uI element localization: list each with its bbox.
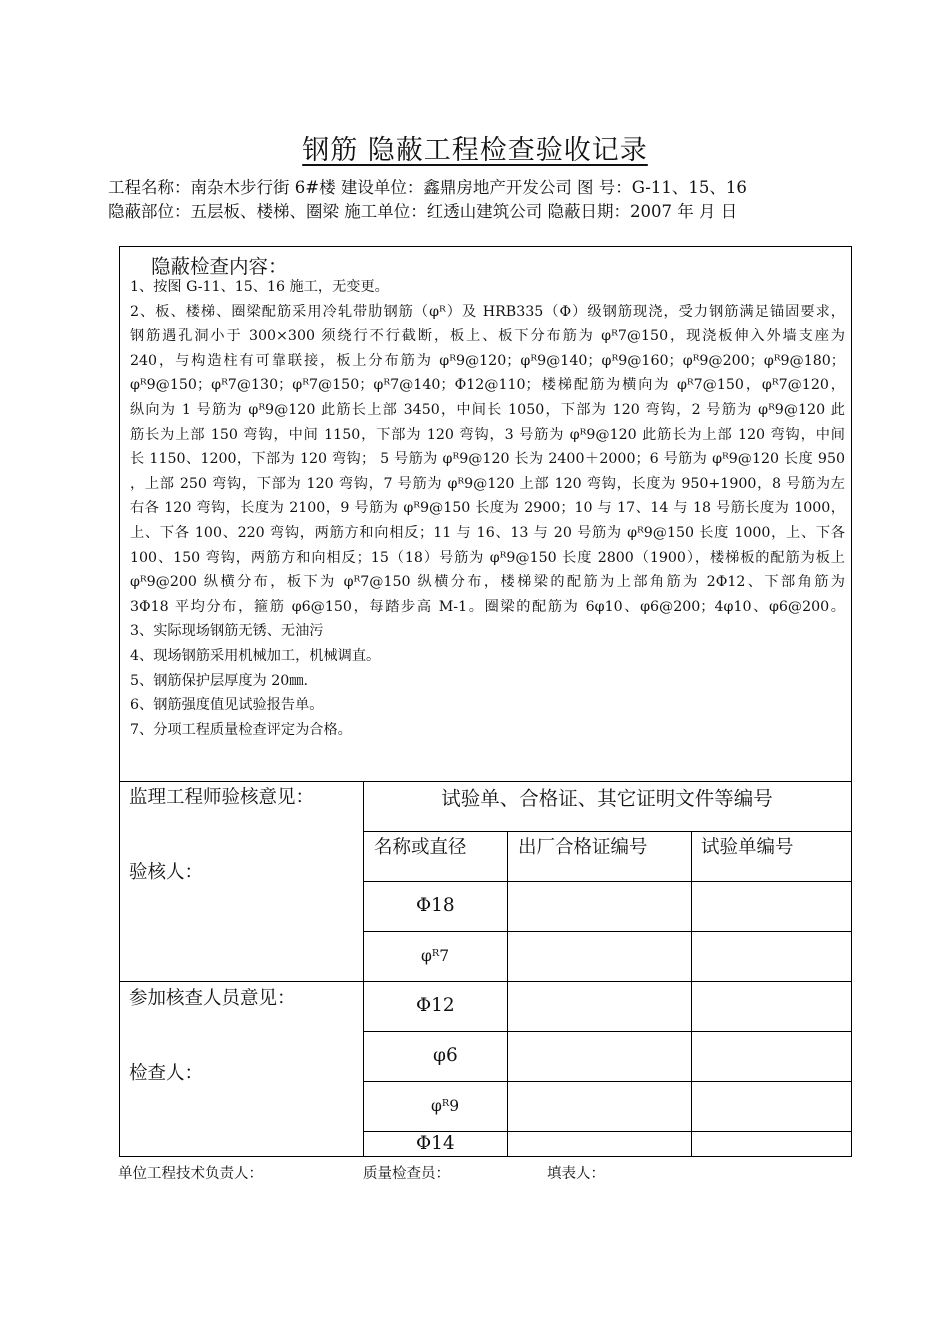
- rebar-name-cell: Φ14: [416, 1133, 455, 1154]
- content-line: 筋长为上部 150 弯钩，中间 1150，下部为 120 弯钩，3 号筋为 φᴿ9@120 此筋长为上部 120 弯钩，中间: [130, 426, 845, 443]
- column-header-cert-no: 出厂合格证编号: [518, 837, 648, 858]
- divider-line: [363, 781, 364, 1156]
- concealment-info-line: 隐蔽部位：五层板、楼梯、圈梁 施工单位：红透山建筑公司 隐蔽日期：2007 年 月 日: [108, 202, 738, 221]
- document-title: [0, 128, 950, 167]
- inspection-content-heading: 隐蔽检查内容：: [151, 255, 288, 278]
- content-line: 右各 120 弯钩，长度为 2100，9 号筋为 φᴿ9@150 长度为 2900；10 与 17、14 与 18 号筋长度为 1000，: [130, 500, 845, 517]
- divider-line: [120, 781, 851, 782]
- content-line: 3、实际现场钢筋无锈、无油污: [130, 623, 324, 640]
- content-line: φᴿ9@200 纵横分布，板下为 φᴿ7@150 纵横分布，楼梯梁的配筋为上部角筋为 2Φ12、下部角筋为: [130, 574, 845, 591]
- filler-label: 填表人：: [547, 1166, 605, 1182]
- divider-line: [507, 831, 508, 1156]
- project-info-line: 工程名称：南杂木步行街 6#楼 建设单位：鑫鼎房地产开发公司 图 号：G-11、15、16: [108, 178, 747, 197]
- inspection-record-table: [119, 246, 852, 1157]
- content-line: 钢筋遇孔洞小于 300×300 须绕行不行截断，板上、板下分布筋为 φᴿ7@150，现浇板伸入外墙支座为: [130, 328, 845, 345]
- tech-lead-label: 单位工程技术负责人：: [118, 1166, 263, 1182]
- content-line: 纵向为 1 号筋为 φᴿ9@120 此筋长上部 3450，中间长 1050，下部为 120 弯钩，2 号筋为 φᴿ9@120 此: [130, 401, 845, 418]
- rebar-name-cell: Φ12: [416, 995, 455, 1016]
- content-line: 上、下各 100、220 弯钩，两筋方和向相反；11 与 16、13 与 20 号筋为 φᴿ9@150 长度 1000，上、下各: [130, 524, 845, 541]
- rebar-name-cell: φᴿ9: [431, 1097, 460, 1115]
- divider-line: [691, 831, 692, 1156]
- cert-table-header: 试验单、合格证、其它证明文件等编号: [441, 787, 773, 810]
- qc-label: 质量检查员：: [363, 1166, 450, 1182]
- inspector-signer-label: 检查人：: [129, 1063, 204, 1084]
- content-line: 4、现场钢筋采用机械加工，机械调直。: [130, 647, 381, 664]
- content-line: 100、150 弯钩，两筋方和向相反；15（18）号筋为 φᴿ9@150 长度 2800（1900），楼梯板的配筋为板上: [130, 549, 845, 566]
- rebar-name-cell: φ6: [433, 1045, 458, 1066]
- content-line: 长 1150、1200，下部为 120 弯钩； 5 号筋为 φᴿ9@120 长为 2400＋2000；6 号筋为 φᴿ9@120 长度 950: [130, 451, 845, 468]
- rebar-name-cell: φᴿ7: [421, 947, 450, 965]
- divider-line: [363, 931, 851, 932]
- divider-line: [363, 831, 851, 832]
- column-header-test-no: 试验单编号: [701, 837, 794, 858]
- divider-line: [363, 1131, 851, 1132]
- inspection-content-body: [130, 275, 845, 742]
- inspector-opinion-label: 参加核查人员意见：: [129, 988, 296, 1009]
- content-line: 5、钢筋保护层厚度为 20㎜.: [130, 672, 308, 689]
- supervisor-signer-label: 验核人：: [129, 862, 204, 883]
- divider-line: [363, 1031, 851, 1032]
- divider-line: [363, 881, 851, 882]
- content-line: φᴿ9@150；φᴿ7@130；φᴿ7@150；φᴿ7@140；Φ12@110；楼梯配筋为横向为 φᴿ7@150，φᴿ7@120，: [130, 377, 845, 394]
- divider-line: [363, 1081, 851, 1082]
- supervisor-opinion-label: 监理工程师验核意见：: [129, 787, 315, 808]
- content-line: 2、板、楼梯、圈梁配筋采用冷轧带肋钢筋（φᴿ）及 HRB335（Φ）级钢筋现浇，受力钢筋满足锚固要求，: [130, 303, 845, 320]
- content-line: 1、按图 G-11、15、16 施工，无变更。: [130, 279, 389, 295]
- divider-line: [120, 981, 851, 982]
- content-line: 7、分项工程质量检查评定为合格。: [130, 721, 352, 738]
- column-header-name: 名称或直径: [374, 837, 467, 858]
- content-line: 6、钢筋强度值见试验报告单。: [130, 697, 324, 714]
- content-line: ，上部 250 弯钩，下部为 120 弯钩，7 号筋为 φᴿ9@120 上部 120 弯钩，长度为 950+1900，8 号筋为左: [130, 475, 845, 492]
- content-line: 240，与构造柱有可靠联接，板上分布筋为 φᴿ9@120；φᴿ9@140；φᴿ9@160；φᴿ9@200；φᴿ9@180；: [130, 352, 845, 369]
- document-title-text: 钢筋 隐蔽工程检查验收记录: [302, 135, 648, 166]
- content-line: 3Φ18 平均分布，箍筋 φ6@150，每踏步高 M-1。圈梁的配筋为 6φ10、φ6@200；4φ10、φ6@200。: [130, 598, 845, 615]
- rebar-name-cell: Φ18: [416, 895, 455, 916]
